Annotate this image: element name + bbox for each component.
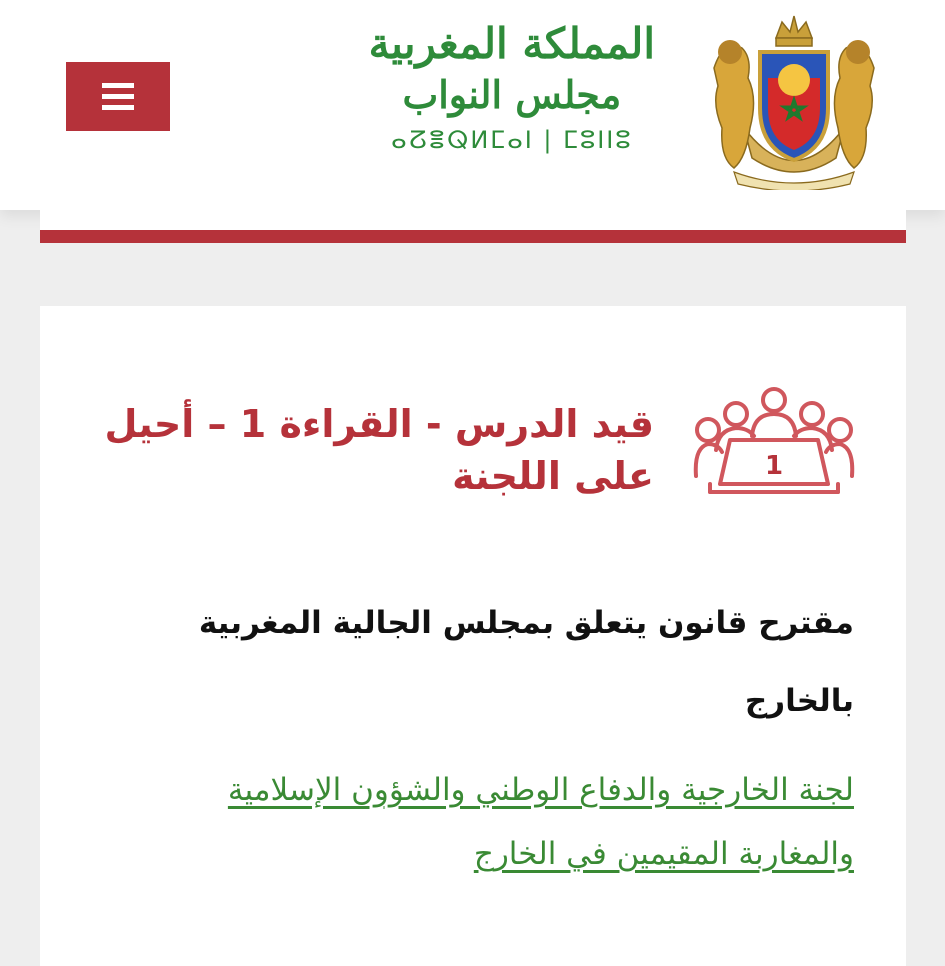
committee-link[interactable]: لجنة الخارجية والدفاع الوطني والشؤون الإسلامية والمغاربة المقيمين في الخارج <box>227 772 854 872</box>
committee-meeting-icon <box>692 384 857 502</box>
header-accent-bar <box>40 210 906 243</box>
hamburger-menu-icon <box>102 80 134 113</box>
bill-title: مقترح قانون يتعلق بمجلس الجالية المغربية بالخارج <box>198 605 854 719</box>
bill-card <box>40 306 906 966</box>
brand-tifinagh-name: ⴰⵒⴻⵕⵍⵎⴰⵏ | ⵎⵓⵏⵏⵓ <box>391 126 633 154</box>
menu-button[interactable] <box>66 62 170 131</box>
site-brand[interactable] <box>369 18 655 160</box>
status-number: 1 <box>764 451 784 481</box>
moroccan-coat-of-arms-icon <box>704 8 884 190</box>
brand-parliament-name: مجلس النواب <box>402 72 622 117</box>
site-header <box>0 0 945 210</box>
bill-status: قيد الدرس - القراءة 1 – أحيل على اللجنة <box>104 402 654 498</box>
brand-kingdom-name: المملكة المغربية <box>368 19 655 68</box>
